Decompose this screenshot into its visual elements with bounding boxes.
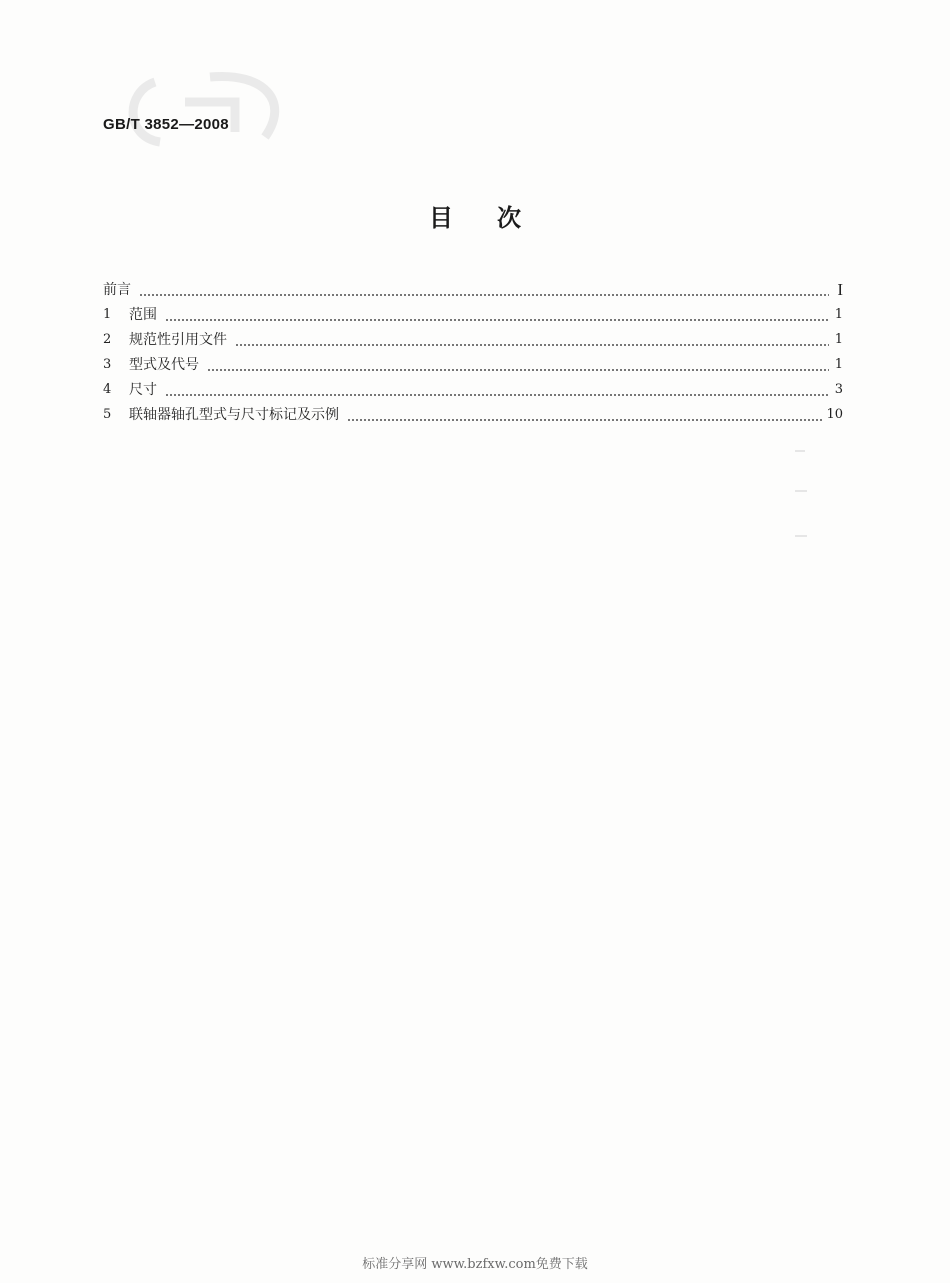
toc-item-foreword[interactable] [103, 275, 843, 300]
toc-item-number: 1 [103, 307, 112, 322]
toc-leader-dots [165, 380, 829, 400]
bleed-mark [795, 490, 807, 492]
toc-item-number: 2 [103, 332, 112, 347]
toc-title-part1: 目 [429, 204, 453, 232]
toc-leader-dots [165, 305, 829, 325]
toc-item-label: 型式及代号 [129, 357, 199, 373]
faint-stamp-mark [115, 62, 300, 157]
toc-title-part2: 次 [497, 204, 521, 232]
toc-leader-dots [347, 405, 822, 425]
toc-item-number: 4 [103, 382, 112, 397]
toc-leader-dots [207, 355, 829, 375]
toc-item-label: 联轴器轴孔型式与尺寸标记及示例 [129, 407, 339, 423]
toc-item-types-and-codes[interactable] [103, 350, 843, 375]
toc-item-number: 3 [103, 357, 112, 372]
toc-item-page: 1 [834, 357, 843, 372]
toc-item-label: 前言 [103, 282, 131, 298]
toc-leader-dots [235, 330, 829, 350]
footer-watermark: 标准分享网 www.bzfxw.com免费下载 [362, 1257, 588, 1272]
toc-list [103, 275, 843, 425]
toc-item-marking-examples[interactable] [103, 400, 843, 425]
bleed-mark [795, 535, 807, 537]
bleed-mark [795, 450, 805, 452]
toc-item-label: 范围 [129, 307, 157, 323]
toc-item-scope[interactable] [103, 300, 843, 325]
toc-item-page: 1 [834, 332, 843, 347]
toc-item-page: 10 [826, 407, 843, 422]
toc-item-number: 5 [103, 407, 112, 422]
toc-leader-dots [139, 280, 829, 300]
toc-item-page: 3 [834, 382, 843, 397]
toc-title [0, 198, 950, 233]
toc-item-page: 1 [834, 307, 843, 322]
toc-item-label: 规范性引用文件 [129, 332, 227, 348]
toc-item-normative-references[interactable] [103, 325, 843, 350]
toc-item-label: 尺寸 [129, 382, 157, 398]
toc-item-page: I [837, 280, 843, 299]
toc-item-dimensions[interactable] [103, 375, 843, 400]
document-code: GB/T 3852—2008 [103, 116, 229, 133]
